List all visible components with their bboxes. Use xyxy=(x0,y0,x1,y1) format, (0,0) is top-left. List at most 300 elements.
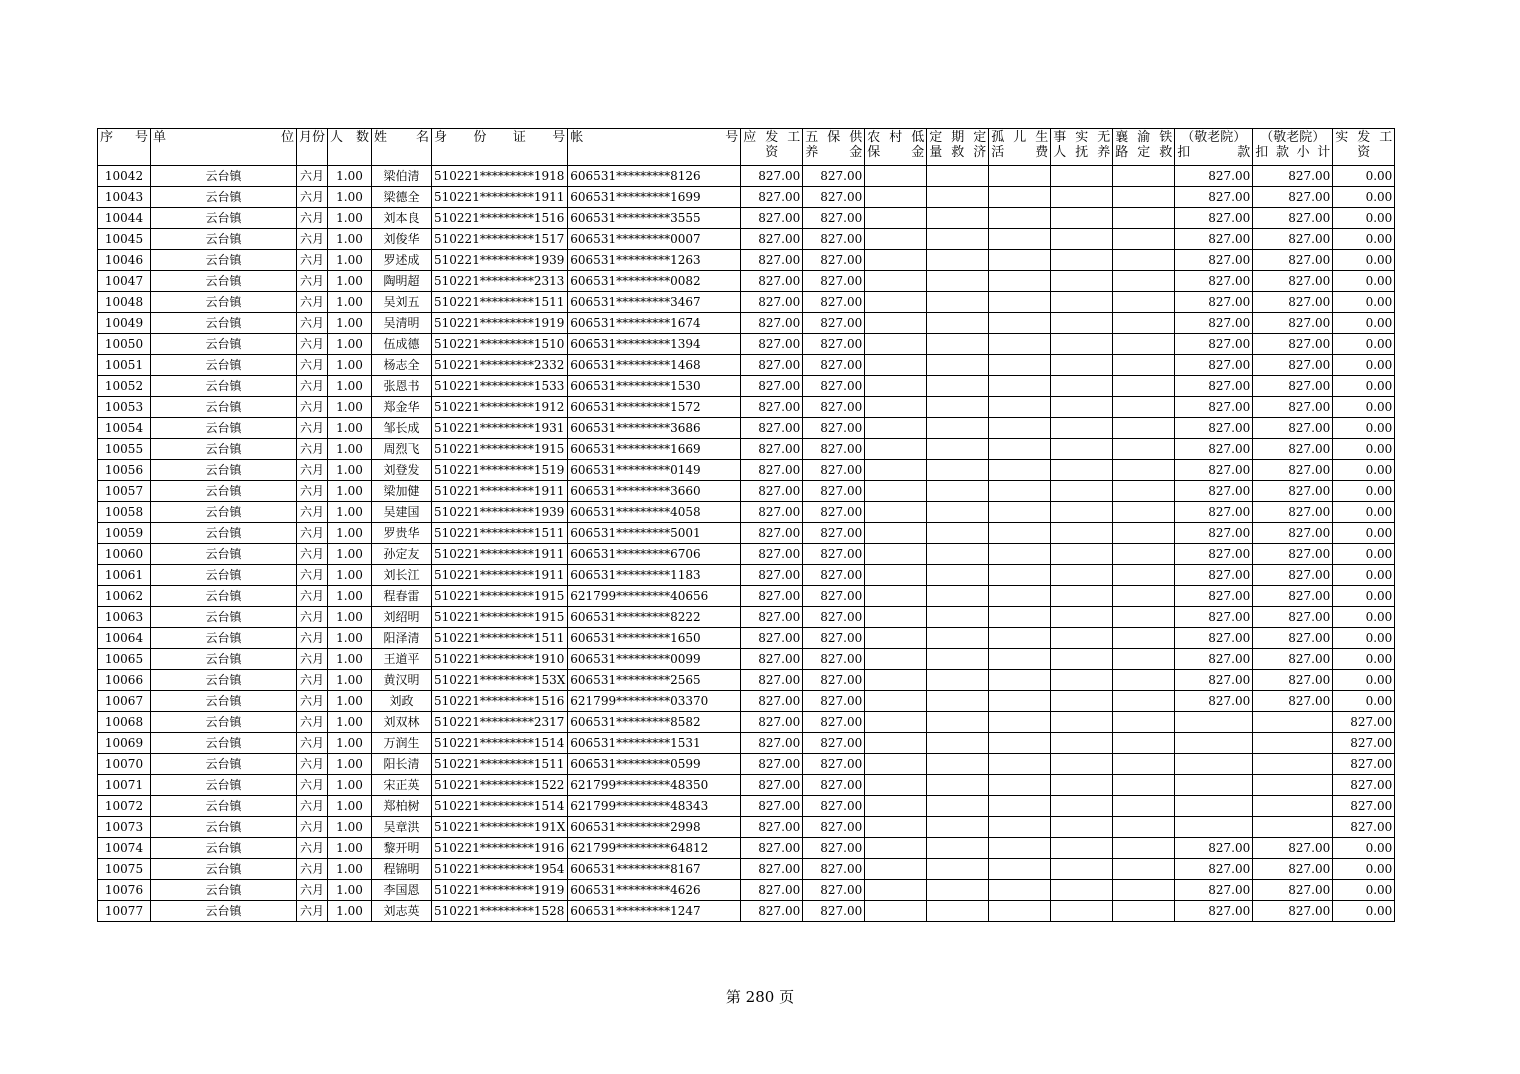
deduct-cell: 827.00 xyxy=(1175,523,1253,544)
dibao-cell xyxy=(865,229,927,250)
table-row xyxy=(98,208,1395,229)
payable-cell: 827.00 xyxy=(741,670,803,691)
dingliang-cell xyxy=(927,271,989,292)
account-cell: 606531*********4626 xyxy=(568,880,741,901)
deduct-subtotal-cell xyxy=(1253,733,1333,754)
people-cell: 1.00 xyxy=(328,670,372,691)
unit-cell: 云台镇 xyxy=(151,838,297,859)
actual-cell: 0.00 xyxy=(1333,397,1395,418)
account-cell: 606531*********1699 xyxy=(568,187,741,208)
wubao-cell: 827.00 xyxy=(803,901,865,922)
payable-cell: 827.00 xyxy=(741,880,803,901)
dingliang-cell xyxy=(927,250,989,271)
account-cell: 606531*********2998 xyxy=(568,817,741,838)
table-row xyxy=(98,502,1395,523)
dibao-cell xyxy=(865,166,927,187)
shishi-cell xyxy=(1051,838,1113,859)
people-cell: 1.00 xyxy=(328,397,372,418)
dibao-cell xyxy=(865,271,927,292)
name-cell: 吴建国 xyxy=(372,502,432,523)
dibao-cell xyxy=(865,544,927,565)
wubao-cell: 827.00 xyxy=(803,586,865,607)
actual-cell: 0.00 xyxy=(1333,691,1395,712)
id-cell: 510221*********2317 xyxy=(432,712,568,733)
people-cell: 1.00 xyxy=(328,838,372,859)
people-cell: 1.00 xyxy=(328,460,372,481)
name-cell: 陶明超 xyxy=(372,271,432,292)
people-cell: 1.00 xyxy=(328,607,372,628)
payable-cell: 827.00 xyxy=(741,649,803,670)
id-cell: 510221*********1915 xyxy=(432,586,568,607)
deduct-cell: 827.00 xyxy=(1175,670,1253,691)
month-cell: 六月 xyxy=(297,544,328,565)
dibao-cell xyxy=(865,901,927,922)
deduct-cell: 827.00 xyxy=(1175,880,1253,901)
people-cell: 1.00 xyxy=(328,250,372,271)
people-cell: 1.00 xyxy=(328,565,372,586)
deduct-subtotal-cell: 827.00 xyxy=(1253,376,1333,397)
table-row xyxy=(98,859,1395,880)
dibao-cell xyxy=(865,418,927,439)
id-cell: 510221*********1911 xyxy=(432,544,568,565)
id-cell: 510221*********1511 xyxy=(432,523,568,544)
table-row xyxy=(98,775,1395,796)
table-row xyxy=(98,817,1395,838)
unit-cell: 云台镇 xyxy=(151,880,297,901)
unit-cell: 云台镇 xyxy=(151,775,297,796)
name-cell: 吴刘五 xyxy=(372,292,432,313)
dibao-cell xyxy=(865,691,927,712)
dibao-cell xyxy=(865,208,927,229)
unit-cell: 云台镇 xyxy=(151,187,297,208)
people-cell: 1.00 xyxy=(328,733,372,754)
id-cell: 510221*********1918 xyxy=(432,166,568,187)
name-cell: 刘双林 xyxy=(372,712,432,733)
id-cell: 510221*********1919 xyxy=(432,880,568,901)
xiangyu-cell xyxy=(1113,649,1175,670)
people-cell: 1.00 xyxy=(328,229,372,250)
id-cell: 510221*********1915 xyxy=(432,607,568,628)
shishi-cell xyxy=(1051,313,1113,334)
table-row xyxy=(98,334,1395,355)
unit-cell: 云台镇 xyxy=(151,523,297,544)
dibao-cell xyxy=(865,754,927,775)
account-cell: 606531*********0007 xyxy=(568,229,741,250)
wubao-cell: 827.00 xyxy=(803,187,865,208)
xiangyu-cell xyxy=(1113,271,1175,292)
id-cell: 510221*********1522 xyxy=(432,775,568,796)
id-cell: 510221*********1528 xyxy=(432,901,568,922)
id-cell: 510221*********1911 xyxy=(432,481,568,502)
seq-cell: 10069 xyxy=(98,733,151,754)
wubao-cell: 827.00 xyxy=(803,880,865,901)
seq-cell: 10053 xyxy=(98,397,151,418)
header-deduct: （敬老院） 扣 款 xyxy=(1175,129,1253,166)
deduct-cell: 827.00 xyxy=(1175,229,1253,250)
name-cell: 梁德全 xyxy=(372,187,432,208)
month-cell: 六月 xyxy=(297,502,328,523)
orphan-cell xyxy=(989,544,1051,565)
payable-cell: 827.00 xyxy=(741,733,803,754)
wubao-cell: 827.00 xyxy=(803,649,865,670)
seq-cell: 10045 xyxy=(98,229,151,250)
orphan-cell xyxy=(989,418,1051,439)
shishi-cell xyxy=(1051,187,1113,208)
id-cell: 510221*********1915 xyxy=(432,439,568,460)
xiangyu-cell xyxy=(1113,313,1175,334)
orphan-cell xyxy=(989,334,1051,355)
deduct-subtotal-cell: 827.00 xyxy=(1253,292,1333,313)
deduct-subtotal-cell: 827.00 xyxy=(1253,880,1333,901)
payroll-table xyxy=(97,128,1395,922)
header-payable: 应 发 工 资 xyxy=(741,129,803,166)
deduct-subtotal-cell: 827.00 xyxy=(1253,565,1333,586)
people-cell: 1.00 xyxy=(328,859,372,880)
table-row xyxy=(98,271,1395,292)
payable-cell: 827.00 xyxy=(741,544,803,565)
seq-cell: 10054 xyxy=(98,418,151,439)
payable-cell: 827.00 xyxy=(741,418,803,439)
unit-cell: 云台镇 xyxy=(151,460,297,481)
dibao-cell xyxy=(865,481,927,502)
deduct-cell: 827.00 xyxy=(1175,649,1253,670)
deduct-subtotal-cell: 827.00 xyxy=(1253,859,1333,880)
xiangyu-cell xyxy=(1113,817,1175,838)
unit-cell: 云台镇 xyxy=(151,754,297,775)
wubao-cell: 827.00 xyxy=(803,481,865,502)
id-cell: 510221*********1519 xyxy=(432,460,568,481)
seq-cell: 10057 xyxy=(98,481,151,502)
people-cell: 1.00 xyxy=(328,775,372,796)
unit-cell: 云台镇 xyxy=(151,544,297,565)
actual-cell: 0.00 xyxy=(1333,292,1395,313)
name-cell: 刘志英 xyxy=(372,901,432,922)
account-cell: 606531*********1468 xyxy=(568,355,741,376)
header-people: 人 数 xyxy=(328,129,372,166)
dingliang-cell xyxy=(927,628,989,649)
payable-cell: 827.00 xyxy=(741,796,803,817)
people-cell: 1.00 xyxy=(328,796,372,817)
seq-cell: 10075 xyxy=(98,859,151,880)
orphan-cell xyxy=(989,313,1051,334)
payable-cell: 827.00 xyxy=(741,754,803,775)
account-cell: 606531*********1263 xyxy=(568,250,741,271)
dingliang-cell xyxy=(927,565,989,586)
orphan-cell xyxy=(989,775,1051,796)
deduct-subtotal-cell: 827.00 xyxy=(1253,334,1333,355)
dingliang-cell xyxy=(927,376,989,397)
payable-cell: 827.00 xyxy=(741,376,803,397)
deduct-cell: 827.00 xyxy=(1175,313,1253,334)
wubao-cell: 827.00 xyxy=(803,397,865,418)
dibao-cell xyxy=(865,733,927,754)
dibao-cell xyxy=(865,334,927,355)
wubao-cell: 827.00 xyxy=(803,502,865,523)
dibao-cell xyxy=(865,628,927,649)
month-cell: 六月 xyxy=(297,796,328,817)
shishi-cell xyxy=(1051,481,1113,502)
header-account: 帐 号 xyxy=(568,129,741,166)
month-cell: 六月 xyxy=(297,439,328,460)
actual-cell: 0.00 xyxy=(1333,838,1395,859)
payable-cell: 827.00 xyxy=(741,565,803,586)
id-cell: 510221*********1939 xyxy=(432,502,568,523)
xiangyu-cell xyxy=(1113,586,1175,607)
deduct-subtotal-cell: 827.00 xyxy=(1253,229,1333,250)
people-cell: 1.00 xyxy=(328,880,372,901)
dingliang-cell xyxy=(927,901,989,922)
dibao-cell xyxy=(865,439,927,460)
account-cell: 621799*********48343 xyxy=(568,796,741,817)
dingliang-cell xyxy=(927,607,989,628)
seq-cell: 10072 xyxy=(98,796,151,817)
people-cell: 1.00 xyxy=(328,502,372,523)
seq-cell: 10049 xyxy=(98,313,151,334)
xiangyu-cell xyxy=(1113,166,1175,187)
payable-cell: 827.00 xyxy=(741,628,803,649)
id-cell: 510221*********1912 xyxy=(432,397,568,418)
month-cell: 六月 xyxy=(297,376,328,397)
dingliang-cell xyxy=(927,880,989,901)
wubao-cell: 827.00 xyxy=(803,460,865,481)
dibao-cell xyxy=(865,292,927,313)
unit-cell: 云台镇 xyxy=(151,376,297,397)
account-cell: 606531*********3686 xyxy=(568,418,741,439)
account-cell: 606531*********0082 xyxy=(568,271,741,292)
wubao-cell: 827.00 xyxy=(803,313,865,334)
shishi-cell xyxy=(1051,292,1113,313)
wubao-cell: 827.00 xyxy=(803,838,865,859)
id-cell: 510221*********153X xyxy=(432,670,568,691)
dibao-cell xyxy=(865,670,927,691)
deduct-cell xyxy=(1175,796,1253,817)
dingliang-cell xyxy=(927,796,989,817)
shishi-cell xyxy=(1051,817,1113,838)
header-shishi: 事 实 无 人 抚 养 xyxy=(1051,129,1113,166)
actual-cell: 0.00 xyxy=(1333,208,1395,229)
dingliang-cell xyxy=(927,754,989,775)
payable-cell: 827.00 xyxy=(741,817,803,838)
deduct-cell: 827.00 xyxy=(1175,334,1253,355)
account-cell: 606531*********3555 xyxy=(568,208,741,229)
unit-cell: 云台镇 xyxy=(151,418,297,439)
payable-cell: 827.00 xyxy=(741,334,803,355)
people-cell: 1.00 xyxy=(328,166,372,187)
orphan-cell xyxy=(989,229,1051,250)
account-cell: 606531*********1183 xyxy=(568,565,741,586)
actual-cell: 0.00 xyxy=(1333,607,1395,628)
wubao-cell: 827.00 xyxy=(803,208,865,229)
people-cell: 1.00 xyxy=(328,355,372,376)
deduct-subtotal-cell: 827.00 xyxy=(1253,544,1333,565)
unit-cell: 云台镇 xyxy=(151,859,297,880)
dibao-cell xyxy=(865,712,927,733)
deduct-cell: 827.00 xyxy=(1175,187,1253,208)
id-cell: 510221*********1911 xyxy=(432,187,568,208)
orphan-cell xyxy=(989,712,1051,733)
table-row xyxy=(98,607,1395,628)
dibao-cell xyxy=(865,187,927,208)
xiangyu-cell xyxy=(1113,208,1175,229)
shishi-cell xyxy=(1051,565,1113,586)
unit-cell: 云台镇 xyxy=(151,565,297,586)
dibao-cell xyxy=(865,880,927,901)
table-row xyxy=(98,397,1395,418)
deduct-subtotal-cell: 827.00 xyxy=(1253,670,1333,691)
header-seq: 序 号 xyxy=(98,129,151,166)
people-cell: 1.00 xyxy=(328,292,372,313)
unit-cell: 云台镇 xyxy=(151,796,297,817)
unit-cell: 云台镇 xyxy=(151,250,297,271)
actual-cell: 0.00 xyxy=(1333,544,1395,565)
name-cell: 李国恩 xyxy=(372,880,432,901)
shishi-cell xyxy=(1051,229,1113,250)
actual-cell: 0.00 xyxy=(1333,481,1395,502)
shishi-cell xyxy=(1051,418,1113,439)
orphan-cell xyxy=(989,523,1051,544)
xiangyu-cell xyxy=(1113,397,1175,418)
people-cell: 1.00 xyxy=(328,628,372,649)
table-row xyxy=(98,586,1395,607)
month-cell: 六月 xyxy=(297,649,328,670)
page-number: 第 280 页 xyxy=(725,988,795,1006)
month-cell: 六月 xyxy=(297,523,328,544)
name-cell: 罗述成 xyxy=(372,250,432,271)
deduct-cell: 827.00 xyxy=(1175,502,1253,523)
shishi-cell xyxy=(1051,208,1113,229)
name-cell: 宋正英 xyxy=(372,775,432,796)
dingliang-cell xyxy=(927,691,989,712)
header-name: 姓 名 xyxy=(372,129,432,166)
payable-cell: 827.00 xyxy=(741,460,803,481)
xiangyu-cell xyxy=(1113,481,1175,502)
actual-cell: 0.00 xyxy=(1333,355,1395,376)
header-dibao: 农 村 低 保 金 xyxy=(865,129,927,166)
seq-cell: 10064 xyxy=(98,628,151,649)
deduct-subtotal-cell xyxy=(1253,754,1333,775)
orphan-cell xyxy=(989,754,1051,775)
payable-cell: 827.00 xyxy=(741,502,803,523)
payable-cell: 827.00 xyxy=(741,271,803,292)
id-cell: 510221*********1514 xyxy=(432,733,568,754)
xiangyu-cell xyxy=(1113,796,1175,817)
table-row xyxy=(98,796,1395,817)
payable-cell: 827.00 xyxy=(741,691,803,712)
payable-cell: 827.00 xyxy=(741,838,803,859)
dingliang-cell xyxy=(927,859,989,880)
deduct-cell: 827.00 xyxy=(1175,460,1253,481)
dingliang-cell xyxy=(927,481,989,502)
wubao-cell: 827.00 xyxy=(803,607,865,628)
seq-cell: 10051 xyxy=(98,355,151,376)
id-cell: 510221*********1511 xyxy=(432,292,568,313)
account-cell: 606531*********8222 xyxy=(568,607,741,628)
people-cell: 1.00 xyxy=(328,691,372,712)
id-cell: 510221*********2313 xyxy=(432,271,568,292)
header-row xyxy=(98,129,1395,166)
shishi-cell xyxy=(1051,271,1113,292)
account-cell: 606531*********1394 xyxy=(568,334,741,355)
account-cell: 606531*********2565 xyxy=(568,670,741,691)
deduct-cell: 827.00 xyxy=(1175,166,1253,187)
name-cell: 梁伯清 xyxy=(372,166,432,187)
orphan-cell xyxy=(989,733,1051,754)
shishi-cell xyxy=(1051,754,1113,775)
name-cell: 程锦明 xyxy=(372,859,432,880)
wubao-cell: 827.00 xyxy=(803,250,865,271)
wubao-cell: 827.00 xyxy=(803,628,865,649)
name-cell: 郑柏树 xyxy=(372,796,432,817)
shishi-cell xyxy=(1051,439,1113,460)
dibao-cell xyxy=(865,502,927,523)
deduct-cell: 827.00 xyxy=(1175,628,1253,649)
deduct-subtotal-cell: 827.00 xyxy=(1253,523,1333,544)
month-cell: 六月 xyxy=(297,838,328,859)
actual-cell: 0.00 xyxy=(1333,628,1395,649)
name-cell: 阳泽清 xyxy=(372,628,432,649)
table-row xyxy=(98,523,1395,544)
people-cell: 1.00 xyxy=(328,544,372,565)
deduct-cell xyxy=(1175,754,1253,775)
deduct-subtotal-cell: 827.00 xyxy=(1253,397,1333,418)
dingliang-cell xyxy=(927,817,989,838)
dingliang-cell xyxy=(927,712,989,733)
dingliang-cell xyxy=(927,544,989,565)
deduct-subtotal-cell: 827.00 xyxy=(1253,649,1333,670)
xiangyu-cell xyxy=(1113,712,1175,733)
orphan-cell xyxy=(989,439,1051,460)
payable-cell: 827.00 xyxy=(741,208,803,229)
deduct-subtotal-cell: 827.00 xyxy=(1253,481,1333,502)
header-orphan: 孤 儿 生 活 费 xyxy=(989,129,1051,166)
dibao-cell xyxy=(865,376,927,397)
wubao-cell: 827.00 xyxy=(803,334,865,355)
table-row xyxy=(98,901,1395,922)
shishi-cell xyxy=(1051,880,1113,901)
wubao-cell: 827.00 xyxy=(803,418,865,439)
month-cell: 六月 xyxy=(297,208,328,229)
orphan-cell xyxy=(989,817,1051,838)
xiangyu-cell xyxy=(1113,355,1175,376)
deduct-cell: 827.00 xyxy=(1175,586,1253,607)
dibao-cell xyxy=(865,607,927,628)
account-cell: 606531*********8167 xyxy=(568,859,741,880)
account-cell: 606531*********4058 xyxy=(568,502,741,523)
actual-cell: 0.00 xyxy=(1333,460,1395,481)
month-cell: 六月 xyxy=(297,691,328,712)
table-row xyxy=(98,481,1395,502)
dibao-cell xyxy=(865,565,927,586)
month-cell: 六月 xyxy=(297,712,328,733)
seq-cell: 10043 xyxy=(98,187,151,208)
xiangyu-cell xyxy=(1113,292,1175,313)
deduct-subtotal-cell: 827.00 xyxy=(1253,271,1333,292)
wubao-cell: 827.00 xyxy=(803,166,865,187)
month-cell: 六月 xyxy=(297,418,328,439)
header-dingliang: 定 期 定 量 救 济 xyxy=(927,129,989,166)
dingliang-cell xyxy=(927,523,989,544)
id-cell: 510221*********1511 xyxy=(432,754,568,775)
xiangyu-cell xyxy=(1113,859,1175,880)
shishi-cell xyxy=(1051,691,1113,712)
header-unit: 单 位 xyxy=(151,129,297,166)
xiangyu-cell xyxy=(1113,250,1175,271)
actual-cell: 0.00 xyxy=(1333,586,1395,607)
shishi-cell xyxy=(1051,901,1113,922)
account-cell: 606531*********0599 xyxy=(568,754,741,775)
orphan-cell xyxy=(989,292,1051,313)
payable-cell: 827.00 xyxy=(741,397,803,418)
